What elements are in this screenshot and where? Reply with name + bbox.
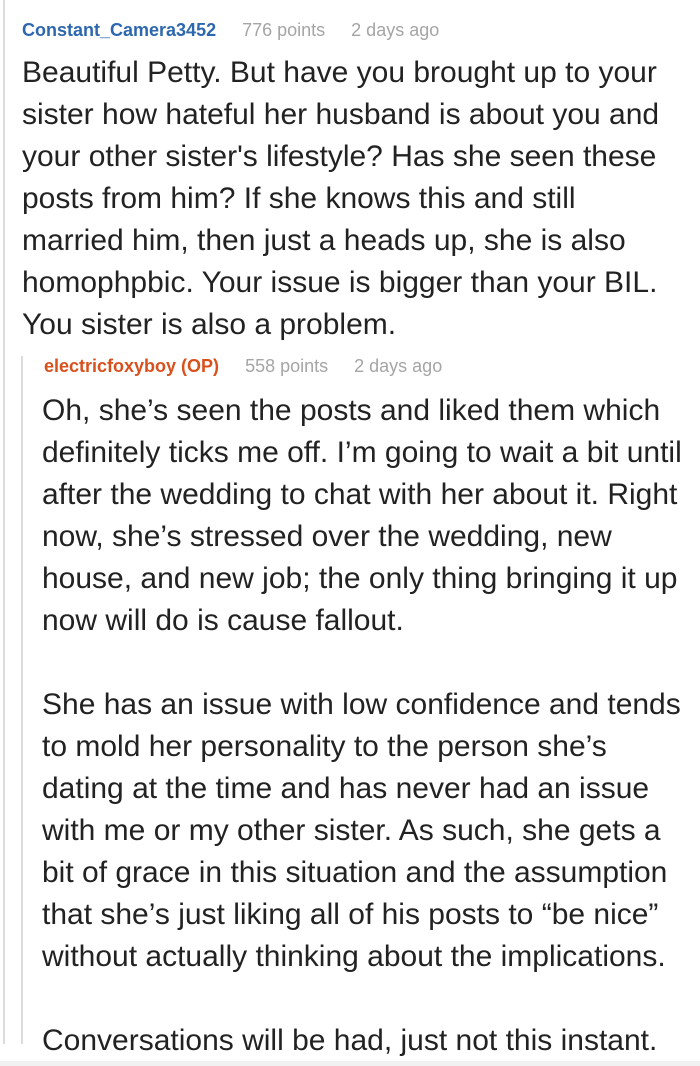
comment-timestamp: 2 days ago (354, 356, 443, 376)
thread-depth-line-inner (21, 356, 23, 1044)
comment-header (22, 18, 439, 42)
thread-depth-line-outer (3, 0, 5, 1044)
comment-points: 558 points (245, 356, 329, 376)
comment-header (44, 354, 442, 378)
comment-paragraph: She has an issue with low confidence and tends to mold her personality to the person she’s dating at the time and has never had an issue with me or my other sister. As such, she gets a bit of grace in this situation and the assumption that she’s just liking all of his posts to “be nice” without actually thinking about the implications. (42, 688, 681, 973)
comment-author-op-link[interactable]: electricfoxyboy (OP) (44, 356, 220, 376)
comment-points: 776 points (242, 20, 326, 40)
comment-timestamp: 2 days ago (351, 20, 440, 40)
comment-author-link[interactable]: Constant_Camera3452 (22, 20, 217, 40)
comment-paragraph: Oh, she’s seen the posts and liked them which definitely ticks me off. I’m going to wait a bit until after the wedding to chat with her about it. Right now, she’s stressed over the wedding, new house, and new job; the only thing bringing it up now will do is cause fallout. (42, 394, 682, 637)
bottom-divider (0, 1061, 700, 1066)
comment-body (42, 390, 686, 1062)
comment-paragraph: Conversations will be had, just not this instant. (42, 1024, 658, 1057)
comment-paragraph: Beautiful Petty. But have you brought up to your sister how hateful her husband is about you and your other sister's lifestyle? Has she seen these posts from him? If she knows this and still married him, then just a heads up, she is also homophpbic. Your issue is bigger than your BIL. You sister is also a problem. (22, 56, 660, 341)
comment-body (22, 52, 680, 346)
